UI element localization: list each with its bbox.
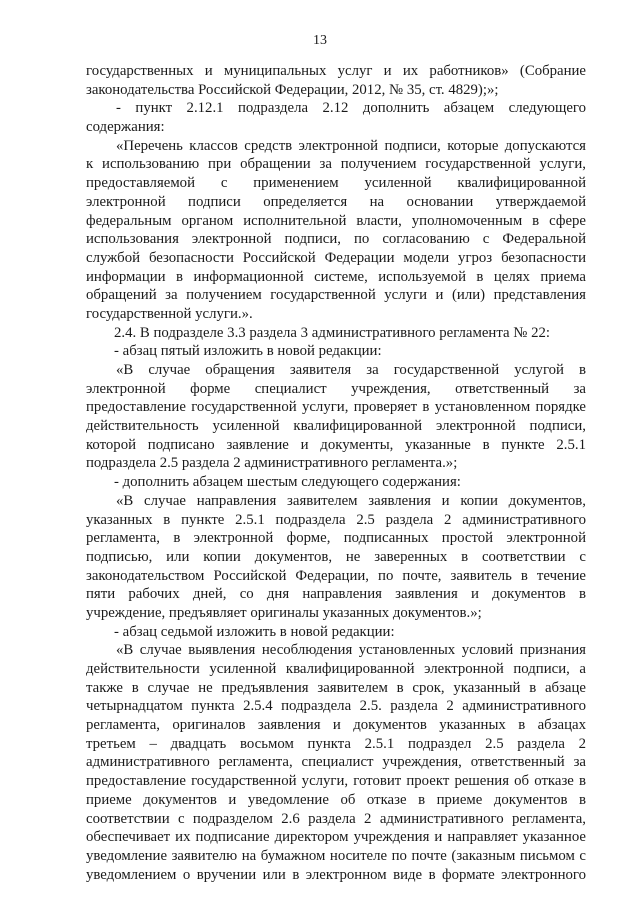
text-line: государственной услуги.». (86, 305, 253, 322)
text-line: приеме документов и уведомление об отказе в приеме документов в (86, 791, 586, 808)
text-line: третьем – двадцать восьмом пункта 2.5.1 подраздел 2.5 раздела 2 (86, 735, 586, 752)
text-line: предоставление государственной услуги, готовит проект решения об отказе в (86, 773, 586, 790)
text-line: действительность усиленной квалифицированной электронной подписи, (86, 418, 586, 435)
text-line: регламента, оригиналов заявления и документов указанных в абзацах (86, 717, 586, 734)
page-number: 13 (313, 33, 327, 48)
text-line: службой безопасности Российской Федерации модели угроз безопасности (86, 249, 586, 266)
text-line: которой подписано заявление и документы, указанные в пункте 2.5.1 (86, 436, 586, 453)
text-line: административного регламента, специалист учреждения, ответственный за (86, 754, 586, 771)
text-line: использования электронной подписи, по согласованию с Федеральной (86, 231, 586, 248)
text-line: федеральным органом исполнительной власти, уполномоченным в сфере (86, 212, 586, 229)
text-line: четырнадцатом пункта 2.5.4 подраздела 2.5. раздела 2 административного (86, 698, 586, 715)
text-line: уведомлением о вручении или в электронном виде в формате электронного (86, 866, 586, 883)
text-line: подраздела 2.5 раздела 2 административного регламента.»; (86, 455, 458, 472)
text-line: электронной подписи определяется на основании утверждаемой (86, 193, 586, 210)
text-line: - дополнить абзацем шестым следующего содержания: (114, 474, 461, 491)
text-line: государственных и муниципальных услуг и их работников» (Собрание (86, 63, 586, 79)
text-line: к использованию при обращении за получением государственной услуги, (86, 156, 586, 173)
text-line: - пункт 2.12.1 подраздела 2.12 дополнить абзацем следующего (116, 100, 586, 117)
text-line: «В случае обращения заявителя за государственной услугой в (116, 362, 586, 378)
text-line: соответствии с подразделом 2.6 раздела 2 административного регламента, (86, 810, 586, 827)
text-line: предоставление государственной услуги, проверяет в установленном порядке (86, 399, 586, 416)
text-line: электронной форме специалист учреждения, ответственный за (86, 380, 586, 397)
text-line: учреждение, предъявляет оригиналы указанных документов.»; (86, 604, 482, 621)
text-line: действительности усиленной квалифицированной электронной подписи, а (86, 661, 586, 677)
text-line: указанных в пункте 2.5.1 подраздела 2.5 раздела 2 административного (86, 511, 586, 528)
text-line: подписью, или копии документов, не заверенных в соответствии с (86, 548, 586, 565)
text-line: обращений за получением государственной услуги и (или) представления (86, 287, 586, 304)
text-line: предоставляемой с применением усиленной квалифицированной (86, 175, 586, 192)
text-line: - абзац пятый изложить в новой редакции: (114, 343, 382, 360)
text-line: обеспечивает их подписание директором учреждения и направляет указанное (86, 829, 586, 846)
document-body (86, 62, 586, 884)
text-line: 2.4. В подразделе 3.3 раздела 3 административного регламента № 22: (114, 324, 550, 341)
text-line: «В случае выявления несоблюдения установленных условий признания (116, 642, 586, 659)
text-line: законодательством Российской Федерации, по почте, заявитель в течение (86, 567, 586, 584)
text-line: «В случае направления заявителем заявления и копии документов, (116, 492, 586, 509)
text-line: пяти рабочих дней, со дня направления заявления и документов в (86, 586, 586, 603)
text-line: содержания: (86, 119, 165, 136)
text-line: «Перечень классов средств электронной подписи, которые допускаются (116, 137, 586, 154)
text-line: информации в информационной системе, используемой в целях приема (86, 268, 586, 285)
text-line: - абзац седьмой изложить в новой редакции: (114, 623, 395, 640)
text-line: уведомление заявителю на бумажном носителе по почте (заказным письмом с (86, 847, 586, 864)
text-line: регламента, в электронной форме, подписанных простой электронной (86, 530, 586, 547)
text-line: также в случае не предъявления заявителем в срок, указанный в абзаце (86, 679, 586, 696)
text-line: законодательства Российской Федерации, 2012, № 35, ст. 4829);»; (86, 81, 499, 98)
